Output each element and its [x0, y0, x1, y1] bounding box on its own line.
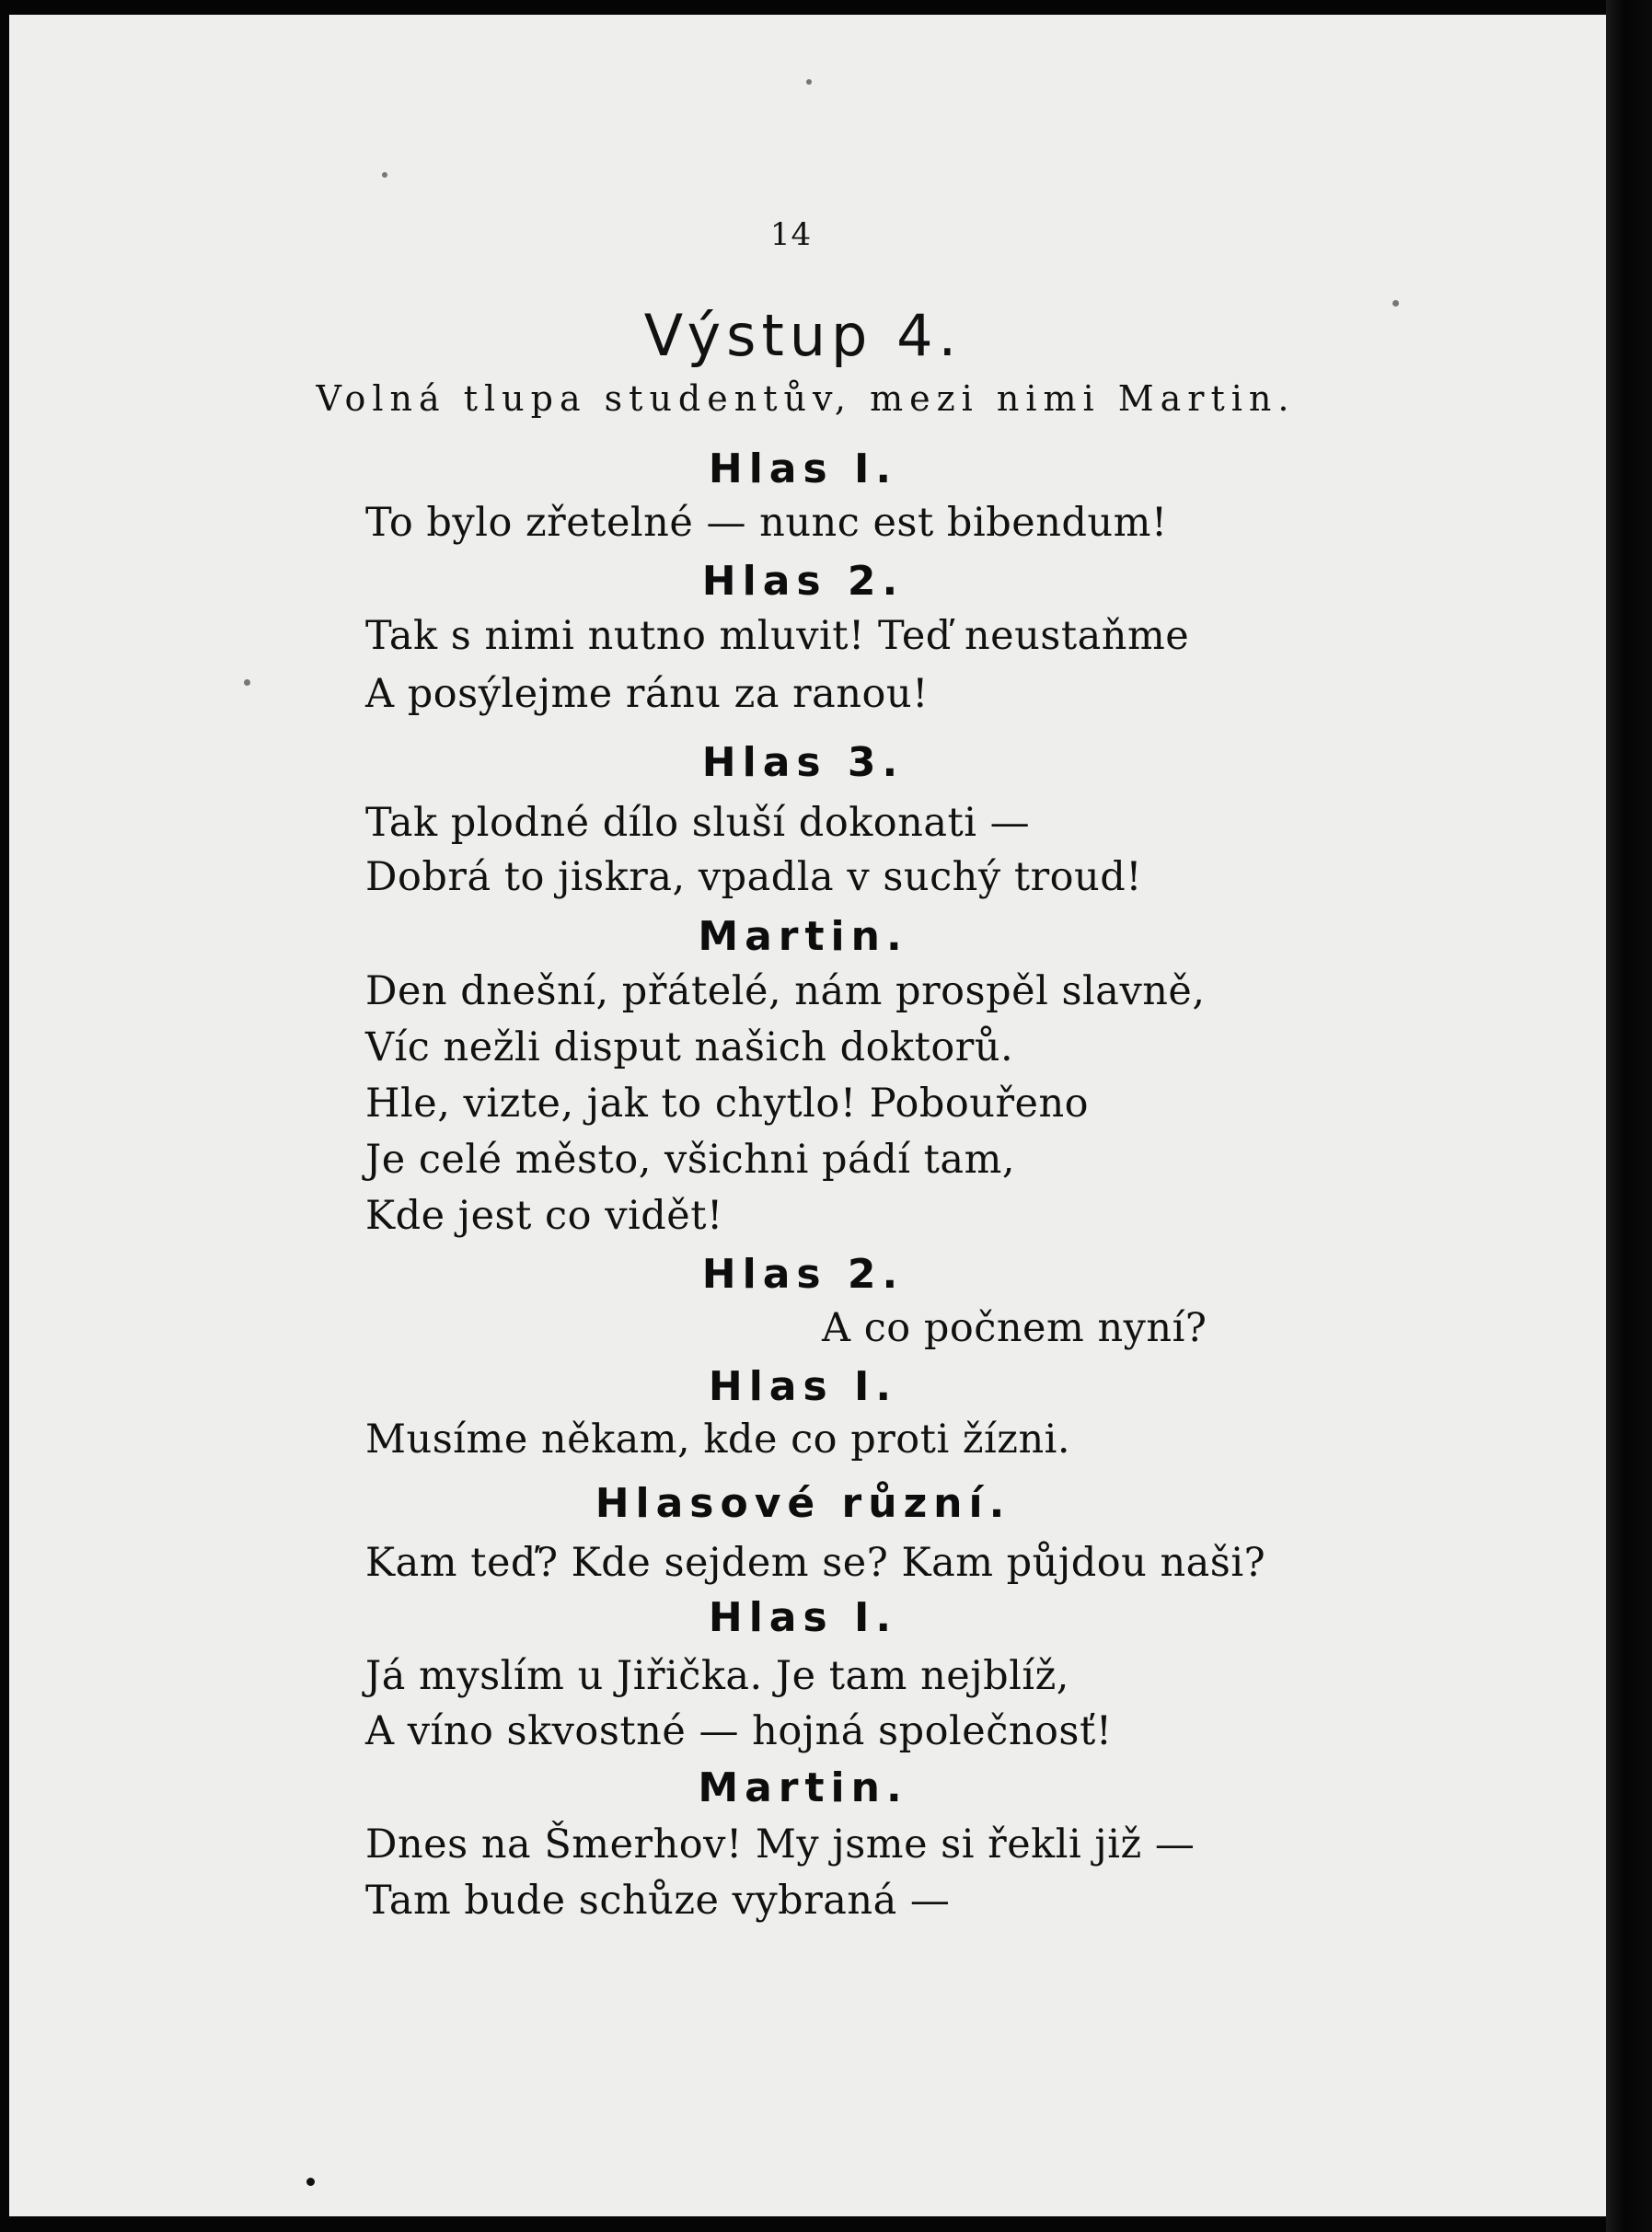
verse-line: Musíme někam, kde co proti žízni. — [365, 1417, 1071, 1463]
verse-line: Dnes na Šmerhov! My jsme si řekli již — — [365, 1821, 1196, 1868]
verse-line: Hle, vizte, jak to chytlo! Pobouřeno — [365, 1081, 1090, 1127]
verse-line: Kde jest co vidět! — [365, 1193, 723, 1239]
scene-title: Výstup 4. — [643, 302, 963, 369]
verse-line: Dobrá to jiskra, vpadla v suchý troud! — [365, 854, 1143, 900]
verse-line: Tak s nimi nutno mluvit! Teď neustaňme — [365, 613, 1190, 659]
verse-line: To bylo zřetelné — nunc est bibendum! — [365, 500, 1168, 546]
speaker-label: Hlas I. — [708, 445, 898, 492]
verse-line: Kam teď? Kde sejdem se? Kam půjdou naši? — [365, 1540, 1266, 1586]
speaker-label: Hlas I. — [708, 1594, 898, 1641]
dialogue — [9, 15, 1606, 2216]
speaker-label: Hlas I. — [708, 1363, 898, 1410]
speaker-label: Hlasové různí. — [595, 1480, 1011, 1527]
verse-line: A posýlejme ránu za ranou! — [365, 671, 929, 717]
verse-line: Je celé město, všichni pádí tam, — [365, 1137, 1016, 1183]
verse-line: Den dnešní, přátelé, nám prospěl slavně, — [365, 968, 1206, 1014]
speaker-label: Hlas 3. — [701, 739, 905, 786]
book-page — [9, 15, 1606, 2216]
verse-line: A co počnem nyní? — [822, 1305, 1207, 1351]
verse-line: Já myslím u Jiřička. Je tam nejblíž, — [365, 1653, 1069, 1699]
speaker-label: Martin. — [698, 913, 908, 960]
page-number: 14 — [769, 216, 813, 253]
verse-line: Tam bude schůze vybraná — — [365, 1878, 951, 1924]
verse-line: Víc nežli disput našich doktorů. — [365, 1024, 1014, 1070]
stage-direction: Volná tlupa studentův, mezi nimi Martin. — [316, 378, 1296, 419]
speaker-label: Hlas 2. — [701, 1251, 905, 1298]
binding-edge — [1606, 0, 1652, 2232]
speaker-label: Martin. — [698, 1764, 908, 1811]
verse-line: Tak plodné dílo sluší dokonati — — [365, 800, 1031, 846]
speaker-label: Hlas 2. — [701, 558, 905, 605]
verse-line: A víno skvostné — hojná společnosť! — [365, 1708, 1113, 1754]
